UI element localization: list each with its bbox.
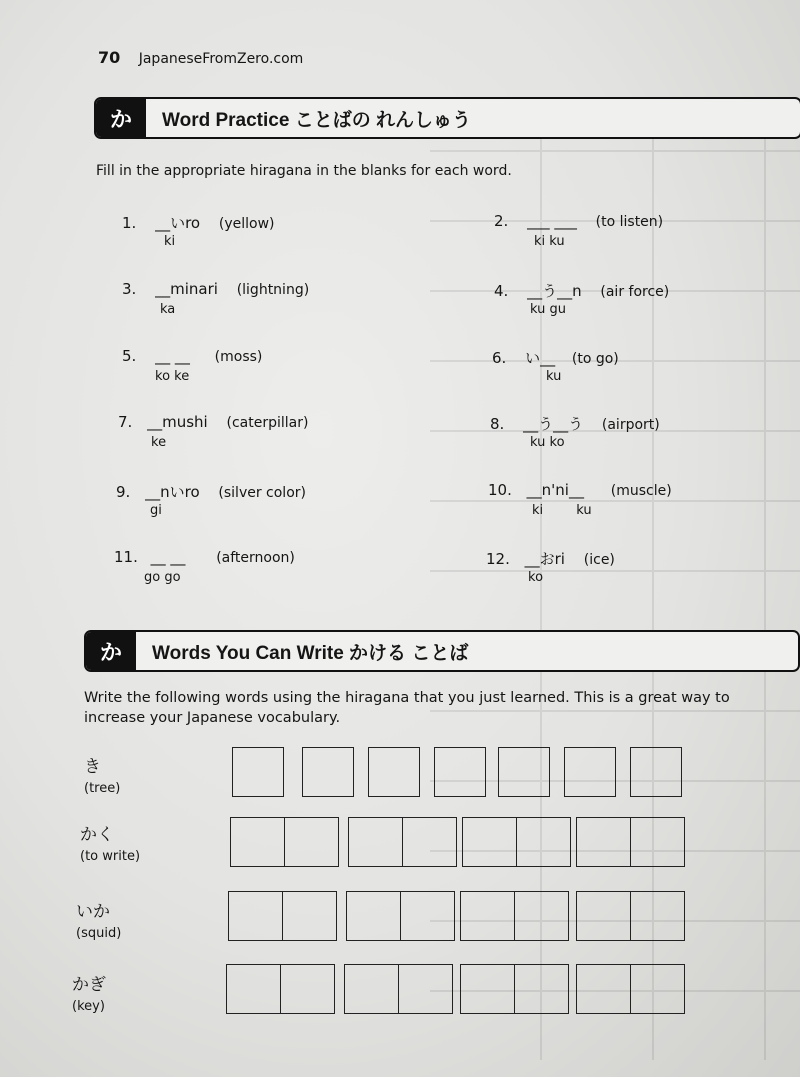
romaji-hint: ku gu <box>530 302 566 317</box>
writing-box-pair[interactable] <box>228 891 337 941</box>
writing-box[interactable] <box>630 747 682 797</box>
writing-box[interactable] <box>434 747 486 797</box>
kana-tab-icon: か <box>86 632 136 670</box>
writing-box-pair[interactable] <box>460 964 569 1014</box>
writing-box[interactable] <box>368 747 420 797</box>
site-name: JapaneseFromZero.com <box>138 51 304 67</box>
exercise-item: 1. __いro (yellow) ki <box>122 214 275 249</box>
exercise-item: 3. __minari (lightning) ka <box>122 280 310 317</box>
writing-row-label: き (tree) <box>84 757 121 796</box>
writing-box[interactable] <box>564 747 616 797</box>
writing-row-label: いか (squid) <box>76 902 122 941</box>
romaji-hint: ko <box>528 570 544 585</box>
romaji-hint: gi <box>150 503 162 518</box>
exercise-item: 2. ___ ___ (to listen) ki ku <box>494 212 664 249</box>
romaji-hint: ke <box>151 435 167 450</box>
romaji-hint: ku ko <box>530 435 565 450</box>
writing-box[interactable] <box>232 747 284 797</box>
writing-box[interactable] <box>302 747 354 797</box>
writing-row-label: かぎ (key) <box>72 975 106 1014</box>
writing-box-pair[interactable] <box>576 817 685 867</box>
writing-row-label: かく (to write) <box>80 825 141 864</box>
romaji-hint: ki <box>164 234 176 249</box>
romaji-hint: ku <box>546 369 562 384</box>
writing-box-pair[interactable] <box>344 964 453 1014</box>
section-instruction: Write the following words using the hiragana that you just learned. This is a great way to increase your Japanese vocabulary. <box>84 690 730 726</box>
exercise-item: 9. __nいro (silver color) gi <box>116 483 306 518</box>
exercise-item: 4. __う__n (air force) ku gu <box>494 282 670 317</box>
exercise-item: 6. い__ (to go) ku <box>492 349 619 384</box>
writing-box-pair[interactable] <box>348 817 457 867</box>
page-header <box>98 48 303 67</box>
romaji-hint: ko ke <box>155 369 190 384</box>
romaji-hint: go go <box>144 570 181 585</box>
writing-box-pair[interactable] <box>230 817 339 867</box>
romaji-hint: ki ku <box>532 503 592 518</box>
exercise-item: 11. __ __ (afternoon) go go <box>114 548 295 585</box>
exercise-item: 12. __おri (ice) ko <box>486 550 615 585</box>
section-instruction: Fill in the appropriate hiragana in the blanks for each word. <box>96 163 512 179</box>
page-number: 70 <box>98 48 121 67</box>
writing-box-pair[interactable] <box>576 891 685 941</box>
section-header-words-you-can-write <box>84 630 800 672</box>
exercise-item: 8. __う__う (airport) ku ko <box>490 415 660 450</box>
romaji-hint: ki ku <box>534 234 565 249</box>
writing-box-pair[interactable] <box>226 964 335 1014</box>
exercise-item: 7. __mushi (caterpillar) ke <box>118 413 309 450</box>
exercise-item: 10. __n'ni__ (muscle) ki ku <box>488 481 672 518</box>
section-title: Words You Can Write かける ことば <box>152 642 469 664</box>
writing-box-pair[interactable] <box>460 891 569 941</box>
kana-tab-icon: か <box>96 99 146 137</box>
writing-box-pair[interactable] <box>346 891 455 941</box>
section-header-word-practice <box>94 97 800 139</box>
section-title: Word Practice ことばの れんしゅう <box>162 109 471 131</box>
exercise-item: 5. __ __ (moss) ko ke <box>122 347 263 384</box>
romaji-hint: ka <box>160 302 176 317</box>
writing-box-pair[interactable] <box>462 817 571 867</box>
writing-box[interactable] <box>498 747 550 797</box>
writing-box-pair[interactable] <box>576 964 685 1014</box>
